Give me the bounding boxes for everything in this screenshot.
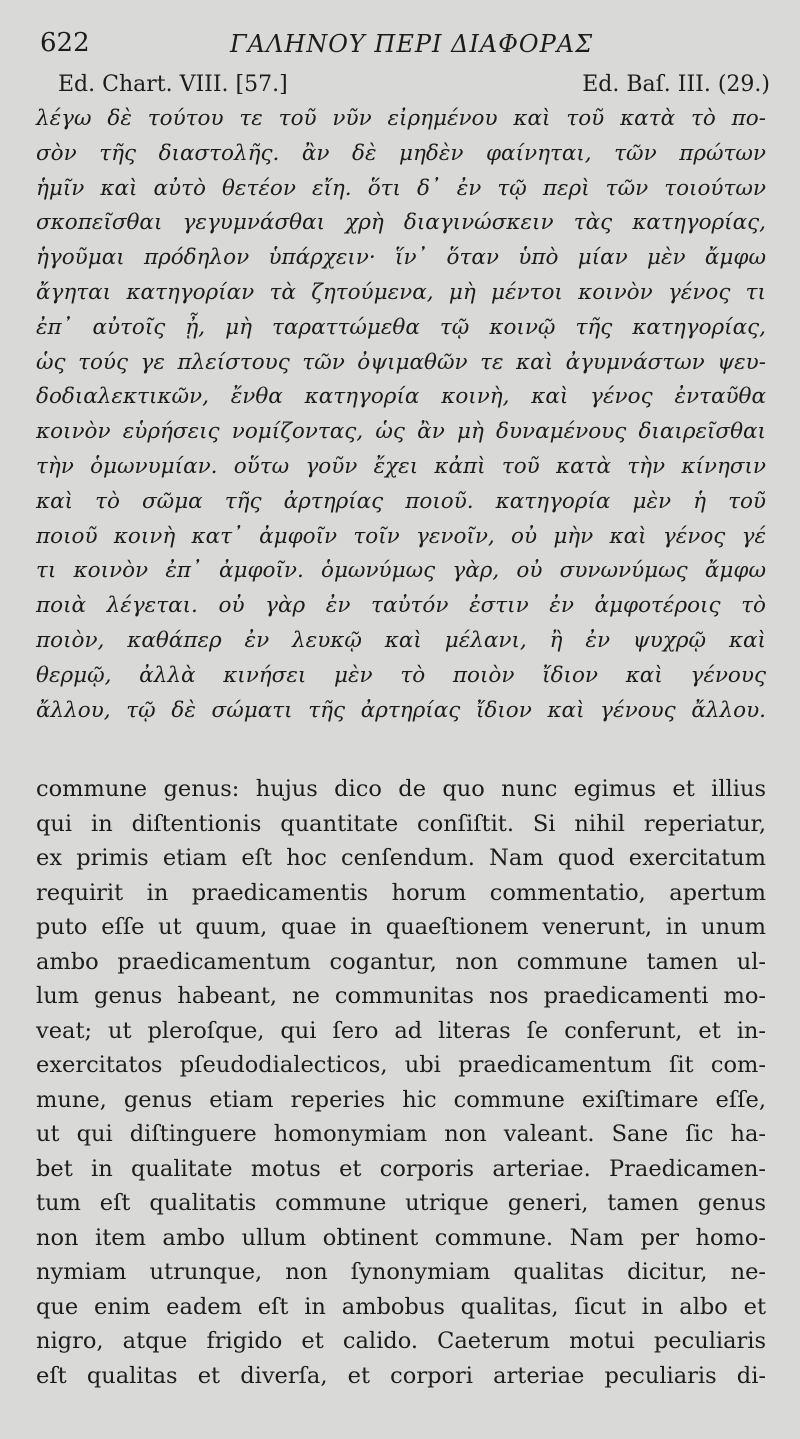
latin-text-line: bet in qualitate motus et corporis arteriae. Praedicamen- xyxy=(36,1155,766,1182)
greek-text-line: σὸν τῆς διαστολῆς. ἂν δὲ μηδὲν φαίνηται, τῶν πρώτων xyxy=(36,140,766,166)
latin-text-line: nigro, atque frigido et calido. Caeterum motui peculiaris xyxy=(36,1328,766,1354)
latin-text-line: nymiam utrunque, non ſynonymiam qualitas dicitur, ne- xyxy=(36,1259,766,1285)
latin-text-line: veat; ut pleroſque, qui ſero ad literas ſe conferunt, et in- xyxy=(36,1017,766,1044)
running-title: ΓΑΛΗΝΟΥ ΠΕΡΙ ΔΙΑΦΟΡΑΣ xyxy=(230,30,594,58)
latin-text-line: non item ambo ullum obtinent commune. Nam per homo- xyxy=(36,1224,766,1251)
greek-text-line: θερμῷ, ἀλλὰ κινήσει μὲν τὸ ποιὸν ἴδιον καὶ γένους xyxy=(36,662,766,688)
greek-text-line: ποιὸν, καθάπερ ἐν λευκῷ καὶ μέλανι, ἢ ἐν ψυχρῷ καὶ xyxy=(36,627,766,653)
latin-text-line: ambo praedicamentum cogantur, non commune tamen ul- xyxy=(36,948,766,975)
latin-text-line: lum genus habeant, ne communitas nos praedicamenti mo- xyxy=(36,983,766,1009)
greek-text-line: ποιοῦ κοινὴ κατ᾽ ἀμφοῖν τοῖν γενοῖν, οὐ μὴν καὶ γένος γέ xyxy=(36,523,766,549)
greek-text-block xyxy=(36,102,766,728)
latin-text-line: mune, genus etiam reperies hic commune exiſtimare eſſe, xyxy=(36,1086,766,1113)
latin-text-line: eſt qualitas et diverſa, et corpori arteriae peculiaris di- xyxy=(36,1362,766,1389)
greek-text-line: ὡς τούς γε πλείστους τῶν ὀψιμαθῶν τε καὶ ἀγυμνάστων ψευ- xyxy=(36,349,766,375)
edition-reference-right: Ed. Baſ. III. (29.) xyxy=(582,72,770,97)
latin-text-line: requirit in praedicamentis horum commentatio, apertum xyxy=(36,879,766,906)
greek-text-line: τι κοινὸν ἐπ᾽ ἀμφοῖν. ὁμωνύμως γὰρ, οὐ συνωνύμως ἄμφω xyxy=(36,558,766,584)
greek-text-line: ἡμῖν καὶ αὐτὸ θετέον εἴη. ὅτι δ᾽ ἐν τῷ περὶ τῶν τοιούτων xyxy=(36,175,766,201)
latin-text-line: puto eſſe ut quum, quae in quaeſtionem venerunt, in unum xyxy=(36,914,766,940)
latin-text-line: commune genus: hujus dico de quo nunc egimus et illius xyxy=(36,776,766,802)
greek-text-line: τὴν ὁμωνυμίαν. οὕτω γοῦν ἔχει κἀπὶ τοῦ κατὰ τὴν κίνησιν xyxy=(36,453,766,479)
latin-text-line: qui in diſtentionis quantitate conſiſtit. Si nihil reperiatur, xyxy=(36,810,766,837)
greek-text-line: δοδιαλεκτικῶν, ἔνθα κατηγορία κοινὴ, καὶ γένος ἐνταῦθα xyxy=(36,384,766,410)
edition-reference-left: Ed. Chart. VIII. [57.] xyxy=(58,72,288,97)
greek-text-line: σκοπεῖσθαι γεγυμνάσθαι χρὴ διαγινώσκειν τὰς κατηγορίας, xyxy=(36,210,766,236)
greek-text-line: ἄγηται κατηγορίαν τὰ ζητούμενα, μὴ μέντοι κοινὸν γένος τι xyxy=(36,279,766,305)
greek-text-line: ποιὰ λέγεται. οὐ γὰρ ἐν ταὐτόν ἐστιν ἐν ἀμφοτέροις τὸ xyxy=(36,593,766,619)
latin-text-block xyxy=(36,772,766,1393)
edition-references xyxy=(40,72,770,102)
page-number: 622 xyxy=(40,28,90,58)
greek-text-line: λέγω δὲ τούτου τε τοῦ νῦν εἰρημένου καὶ τοῦ κατὰ τὸ πο- xyxy=(36,106,766,131)
latin-text-line: ut qui diſtinguere homonymiam non valeant. Sane ſic ha- xyxy=(36,1121,766,1147)
latin-text-line: ex primis etiam eſt hoc cenſendum. Nam quod exercitatum xyxy=(36,845,766,871)
greek-text-line: κοινὸν εὑρήσεις νομίζοντας, ὡς ἂν μὴ δυναμένους διαιρεῖσθαι xyxy=(36,419,766,445)
page-header xyxy=(40,28,770,68)
greek-text-line: ἐπ᾽ αὐτοῖς ᾖ, μὴ ταραττώμεθα τῷ κοινῷ τῆς κατηγορίας, xyxy=(36,314,766,340)
greek-text-line: καὶ τὸ σῶμα τῆς ἀρτηρίας ποιοῦ. κατηγορία μὲν ἡ τοῦ xyxy=(36,488,766,514)
latin-text-line: exercitatos pſeudodialecticos, ubi praedicamentum ſit com- xyxy=(36,1052,766,1078)
greek-text-line: ἡγοῦμαι πρόδηλον ὑπάρχειν· ἵν᾽ ὅταν ὑπὸ μίαν μὲν ἄμφω xyxy=(36,245,766,271)
greek-text-line: ἄλλου, τῷ δὲ σώματι τῆς ἀρτηρίας ἴδιον καὶ γένους ἄλλου. xyxy=(36,697,766,723)
latin-text-line: que enim eadem eſt in ambobus qualitas, ſicut in albo et xyxy=(36,1293,766,1320)
latin-text-line: tum eſt qualitatis commune utrique generi, tamen genus xyxy=(36,1190,766,1216)
